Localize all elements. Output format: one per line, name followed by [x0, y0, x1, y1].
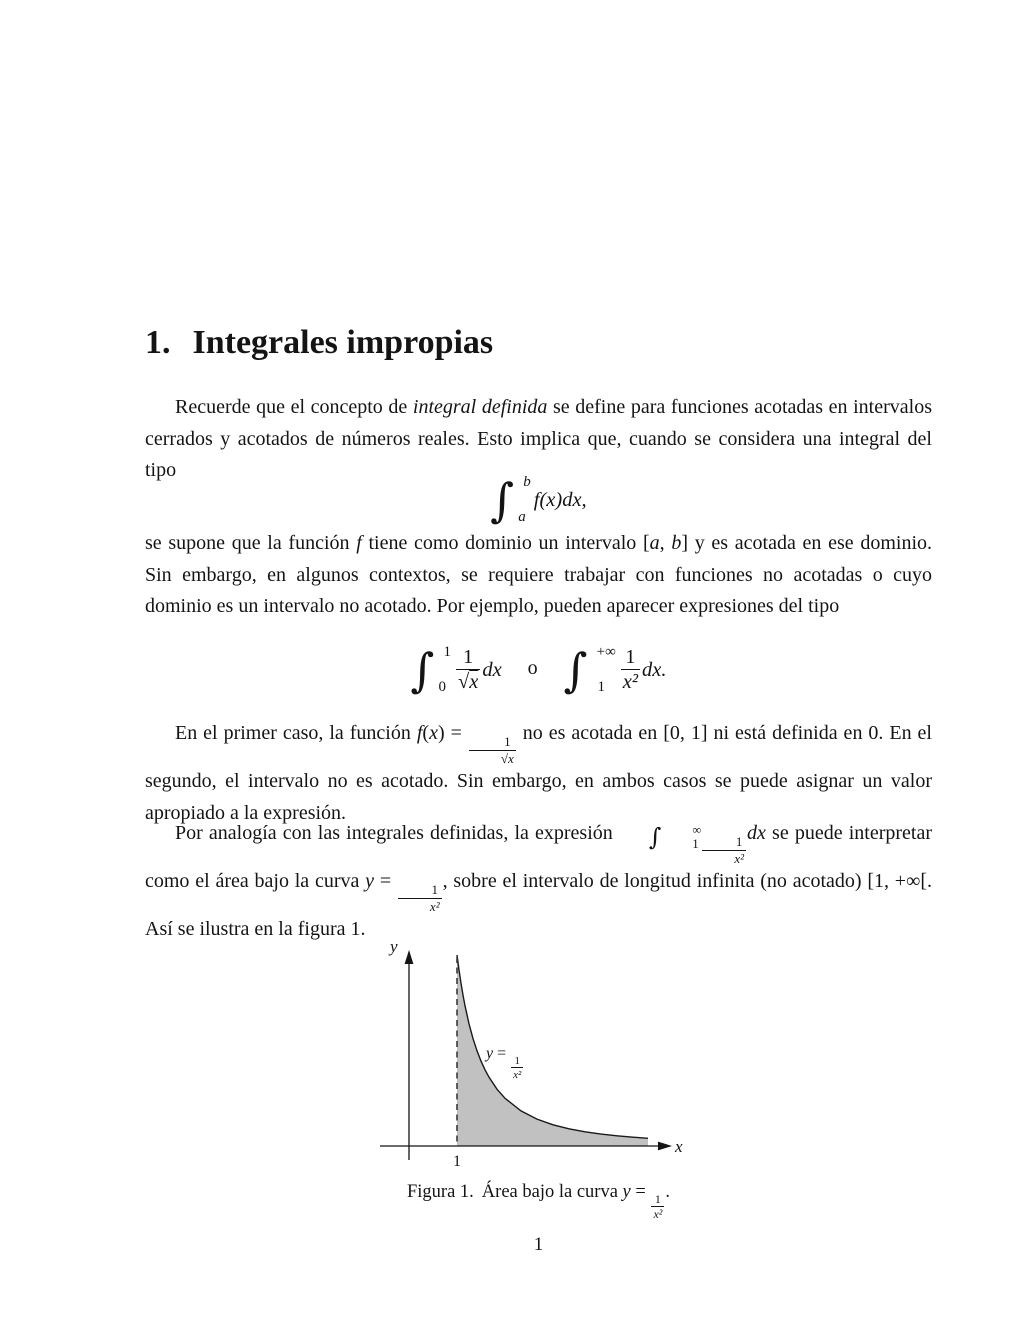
differential: dx: [482, 658, 502, 681]
upper-limit: +∞: [596, 644, 616, 660]
inline-fraction: [702, 835, 746, 866]
text-run: ,: [659, 532, 672, 554]
section-heading: [145, 324, 493, 362]
upper-limit: 1: [443, 644, 451, 660]
inline-integral: [619, 824, 701, 850]
fraction-denominator: [469, 750, 516, 767]
differential: dx: [747, 822, 766, 844]
inline-fraction: [398, 883, 442, 914]
upper-limit: ∞: [692, 823, 702, 837]
integral-limits: [588, 644, 616, 696]
caption-text: Área bajo la curva: [481, 1182, 623, 1202]
page-number: 1: [533, 1234, 544, 1255]
differential: dx.: [642, 658, 667, 681]
fraction-denominator: [456, 669, 480, 694]
radicand: x: [469, 671, 479, 693]
caption-period: .: [665, 1182, 670, 1202]
upper-limit: b: [523, 474, 531, 490]
x-axis-arrow: [658, 1142, 672, 1151]
math-var: f: [416, 722, 423, 744]
text-run: , sobre el intervalo de longitud infinita (no acotado) [1, +∞[. Así se ilustra en la figura 1.: [145, 870, 932, 941]
text-run: se define para funciones acotadas en intervalos cerrados y acotados de números reales. Esto implica que, cuando se considera una integral del tipo: [145, 396, 932, 482]
equation-body: f(x)dx,: [533, 488, 587, 511]
math-var: y: [365, 870, 375, 893]
fraction-numerator: 1: [654, 1192, 661, 1206]
math-var: f: [356, 532, 362, 554]
text-run: no es acotada en [0, 1] ni está definida en 0. En el segundo, el intervalo no es acotado. Sin embargo, en ambos casos se puede asignar un valor apropiado a la expresión.: [145, 722, 932, 824]
text-run: (: [422, 722, 430, 744]
math-var: a: [649, 532, 660, 554]
radical-sign: √: [500, 750, 508, 766]
text-run: Recuerde que el concepto de: [175, 396, 413, 418]
integral-expression: [410, 644, 501, 696]
fraction-denominator: x²: [513, 1069, 522, 1082]
fraction-numerator: 1: [735, 834, 743, 849]
math-var: y: [622, 1182, 631, 1202]
fraction-numerator: 1: [514, 1055, 520, 1067]
figure-caption: [145, 1182, 932, 1222]
inline-fraction: [651, 1193, 664, 1222]
fraction: [456, 646, 480, 694]
display-equation-1: [145, 474, 932, 526]
radical-sign: √: [457, 671, 470, 693]
caption-label: Figura 1.: [406, 1182, 474, 1202]
fraction-denominator: x²: [622, 671, 639, 693]
integral-expression: [490, 474, 586, 526]
lower-limit: 1: [597, 679, 605, 695]
lower-limit: a: [518, 509, 526, 525]
connector-o: o: [527, 656, 538, 679]
fraction-numerator: 1: [625, 646, 636, 669]
integral-sign: ∫: [648, 823, 662, 851]
paragraph-3: [145, 718, 932, 829]
math-var: b: [671, 532, 682, 554]
integral-limits: [662, 824, 701, 850]
curve-equation-label: [486, 1045, 524, 1082]
inline-fraction: [469, 735, 516, 766]
math-var: x: [429, 722, 438, 744]
integral-sign: ∫: [410, 643, 435, 697]
text-run: Por analogía con las integrales definidas, la expresión: [175, 822, 619, 844]
text-run: ) =: [437, 722, 468, 744]
fraction-denominator: x²: [702, 850, 746, 867]
paragraph-1: [145, 392, 932, 487]
fraction-numerator: 1: [431, 882, 438, 898]
inline-fraction: [511, 1055, 523, 1082]
x-axis-label: x: [675, 1137, 683, 1156]
radicand: x: [508, 750, 514, 766]
paragraph-4: [145, 818, 932, 946]
lower-limit: 1: [692, 836, 699, 851]
fraction-denominator: x²: [398, 898, 442, 915]
math-var: y: [486, 1045, 494, 1062]
section-number: 1.: [145, 324, 171, 361]
figure-svg: [378, 928, 694, 1178]
y-axis-label: y: [390, 937, 398, 956]
text-run: =: [374, 870, 397, 893]
fraction-numerator: 1: [463, 646, 474, 669]
text-run: se supone que la función: [145, 532, 357, 554]
integral-limits: [514, 474, 531, 526]
integral-expression: [564, 644, 667, 696]
text-run: ] y es acotada en ese dominio. Sin embargo, en algunos contextos, se requiere trabajar con funciones no acotadas o cuyo dominio es un intervalo no acotado. Por ejemplo, pueden aparecer expresiones del tipo: [145, 532, 932, 618]
text-run: se puede interpretar como el área bajo la curva: [145, 822, 932, 893]
integral-sign: ∫: [563, 643, 588, 697]
y-axis-arrow: [405, 950, 414, 964]
fraction: [621, 646, 640, 694]
tick-label-1: 1: [453, 1153, 461, 1170]
fraction-numerator: 1: [504, 734, 511, 749]
equals-sign: =: [630, 1182, 651, 1202]
lower-limit: 0: [438, 679, 446, 695]
text-run: En el primer caso, la función: [175, 722, 417, 744]
text-run: tiene como dominio un intervalo [: [361, 532, 650, 554]
figure-plot: [378, 928, 694, 1183]
fraction-denominator: x²: [653, 1207, 663, 1222]
integral-sign: ∫: [490, 473, 515, 527]
equals-sign: =: [493, 1045, 511, 1062]
paragraph-2: [145, 528, 932, 623]
display-equation-2: [145, 644, 932, 696]
integral-limits: [434, 644, 451, 696]
section-title: Integrales impropias: [192, 324, 494, 361]
italic-term: integral definida: [412, 396, 548, 418]
